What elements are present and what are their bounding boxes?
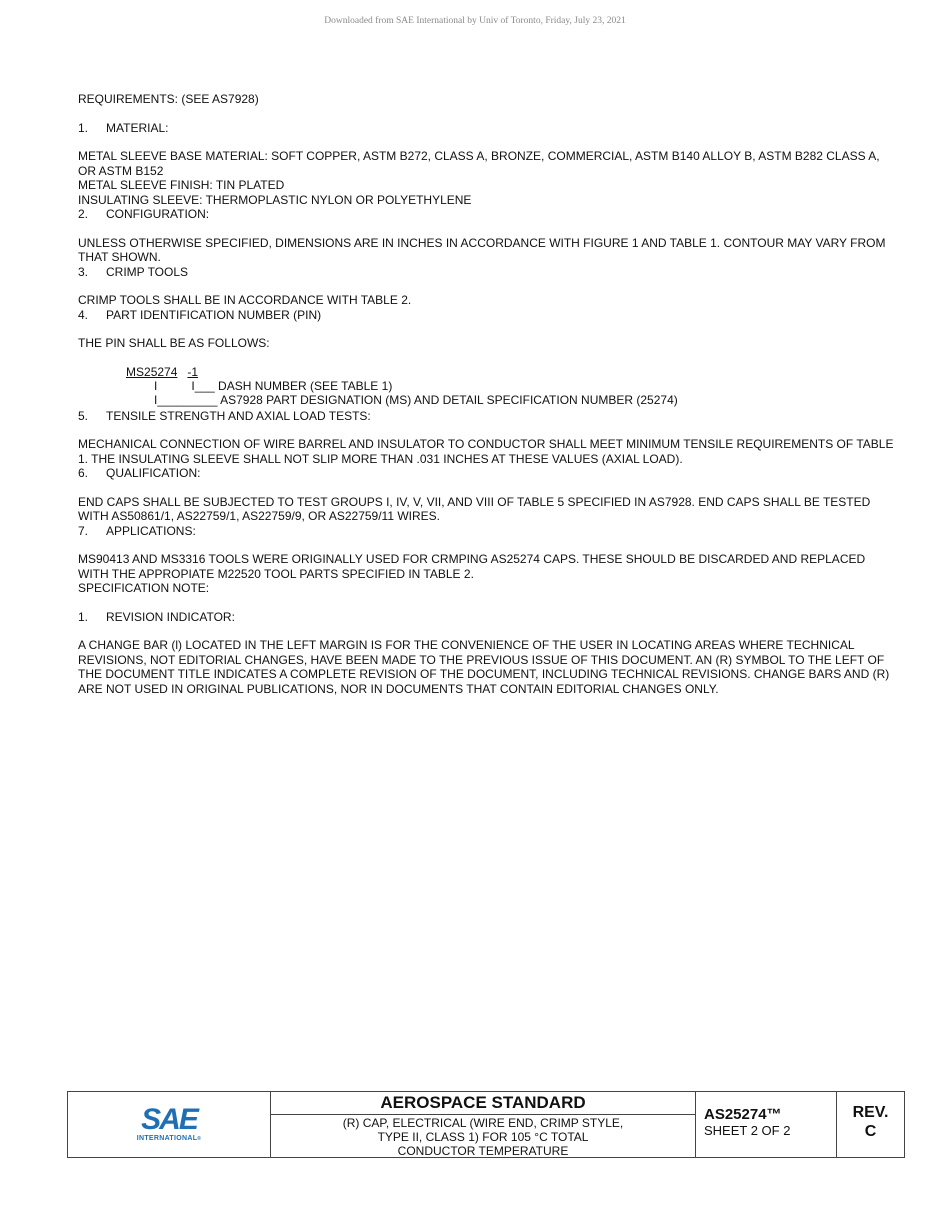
section-configuration (78, 207, 898, 222)
note-title: REVISION INDICATOR: (106, 609, 235, 624)
document-body (78, 92, 898, 696)
section-number: 4. (78, 307, 89, 322)
paragraph: METAL SLEEVE FINISH: TIN PLATED (78, 178, 285, 192)
section-title: TENSILE STRENGTH AND AXIAL LOAD TESTS: (106, 408, 371, 423)
document-title (271, 1115, 695, 1158)
paragraph: INSULATING SLEEVE: THERMOPLASTIC NYLON OR POLYETHYLENE (78, 192, 472, 207)
requirements-title: REQUIREMENTS: (SEE AS7928) (78, 92, 259, 106)
section-number: 1. (78, 120, 89, 135)
section-applications (78, 524, 898, 539)
section-number: 3. (78, 264, 89, 279)
section-number: 7. (78, 523, 89, 538)
section-crimp-tools (78, 265, 898, 280)
note-number: 1. (78, 609, 89, 624)
title-line: (R) CAP, ELECTRICAL (WIRE END, CRIMP STYLE, (342, 1116, 624, 1130)
document-number: AS25274™ (704, 1106, 782, 1123)
title-cell (271, 1092, 696, 1157)
pin-base: MS25274 (126, 365, 178, 379)
note-revision-indicator (78, 610, 898, 625)
pin-diagram (106, 351, 898, 407)
section-number: 2. (78, 207, 89, 221)
section-title: CRIMP TOOLS (106, 264, 189, 279)
section-number: 5. (78, 408, 89, 423)
section-qualification (78, 466, 898, 481)
title-line: TYPE II, CLASS 1) FOR 105 °C TOTAL (377, 1130, 589, 1144)
paragraph: END CAPS SHALL BE SUBJECTED TO TEST GROUPS I, IV, V, VII, AND VIII OF TABLE 5 SPECIFIED IN AS7928. END CAPS SHALL BE TESTED WITH AS50861/1, AS22759/1, AS22759/9, OR AS22759/11 WIRES. (78, 494, 871, 523)
revision-label: REV. (852, 1104, 889, 1121)
download-watermark: Downloaded from SAE International by Univ of Toronto, Friday, July 23, 2021 (324, 16, 626, 26)
pin-leader-bar: I (154, 379, 158, 393)
pin-designation-description: I_________ AS7928 PART DESIGNATION (MS) AND DETAIL SPECIFICATION NUMBER (25274) (154, 393, 678, 407)
section-title: PART IDENTIFICATION NUMBER (PIN) (106, 307, 322, 322)
paragraph: A CHANGE BAR (l) LOCATED IN THE LEFT MARGIN IS FOR THE CONVENIENCE OF THE USER IN LOCATING AREAS WHERE TECHNICAL REVISIONS, NOT EDITORIAL CHANGES, HAVE BEEN MADE TO THE PREVIOUS ISSUE OF THIS DOCUMENT. AN (R) SYMBOL TO THE LEFT OF THE DOCUMENT TITLE INDICATES A COMPLETE REVISION OF THE DOCUMENT, INCLUDING TECHNICAL REVISIONS. CHANGE BARS AND (R) ARE NOT USED IN ORIGINAL PUBLICATIONS, NOR IN DOCUMENTS THAT CONTAIN EDITORIAL CHANGES ONLY. (78, 638, 890, 696)
logo-subtitle: INTERNATIONAL® (136, 1134, 202, 1142)
logo-mark: SAE (141, 1102, 197, 1136)
logo-cell (68, 1092, 271, 1157)
paragraph: MS90413 AND MS3316 TOOLS WERE ORIGINALLY USED FOR CRMPING AS25274 CAPS. THESE SHOULD BE DISCARDED AND REPLACED WITH THE APPROPIATE M22520 TOOL PARTS SPECIFIED IN TABLE 2. (78, 552, 866, 581)
section-title: MATERIAL: (106, 120, 169, 135)
document-number-cell (696, 1092, 837, 1157)
title-block (67, 1091, 905, 1158)
section-part-identification (78, 308, 898, 323)
specification-note-title: SPECIFICATION NOTE: (78, 581, 210, 595)
sae-logo (136, 1102, 202, 1144)
paragraph: UNLESS OTHERWISE SPECIFIED, DIMENSIONS ARE IN INCHES IN ACCORDANCE WITH FIGURE 1 AND TABLE 1. CONTOUR MAY VARY FROM THAT SHOWN. (78, 235, 886, 264)
paragraph: MECHANICAL CONNECTION OF WIRE BARREL AND INSULATOR TO CONDUCTOR SHALL MEET MINIMUM TENSILE REQUIREMENTS OF TABLE 1. THE INSULATING SLEEVE SHALL NOT SLIP MORE THAN .031 INCHES AT THESE VALUES (AXIAL LOAD). (78, 437, 894, 466)
section-title: QUALIFICATION: (106, 466, 201, 480)
standard-header: AEROSPACE STANDARD (271, 1092, 695, 1115)
revision-value: C (864, 1123, 877, 1140)
revision-cell (837, 1092, 904, 1157)
sheet-number: SHEET 2 OF 2 (704, 1123, 791, 1138)
section-material (78, 121, 898, 136)
section-title: CONFIGURATION: (106, 207, 210, 221)
pin-dash-description: I___ DASH NUMBER (SEE TABLE 1) (191, 379, 393, 393)
paragraph: CRIMP TOOLS SHALL BE IN ACCORDANCE WITH TABLE 2. (78, 293, 412, 307)
section-title: APPLICATIONS: (106, 523, 196, 538)
pin-dash: -1 (187, 365, 199, 379)
section-number: 6. (78, 466, 89, 480)
paragraph: THE PIN SHALL BE AS FOLLOWS: (78, 336, 270, 350)
paragraph: METAL SLEEVE BASE MATERIAL: SOFT COPPER, ASTM B272, CLASS A, BRONZE, COMMERCIAL, ASTM B140 ALLOY B, ASTM B282 CLASS A, OR ASTM B152 (78, 149, 880, 178)
title-line: CONDUCTOR TEMPERATURE (397, 1144, 569, 1158)
